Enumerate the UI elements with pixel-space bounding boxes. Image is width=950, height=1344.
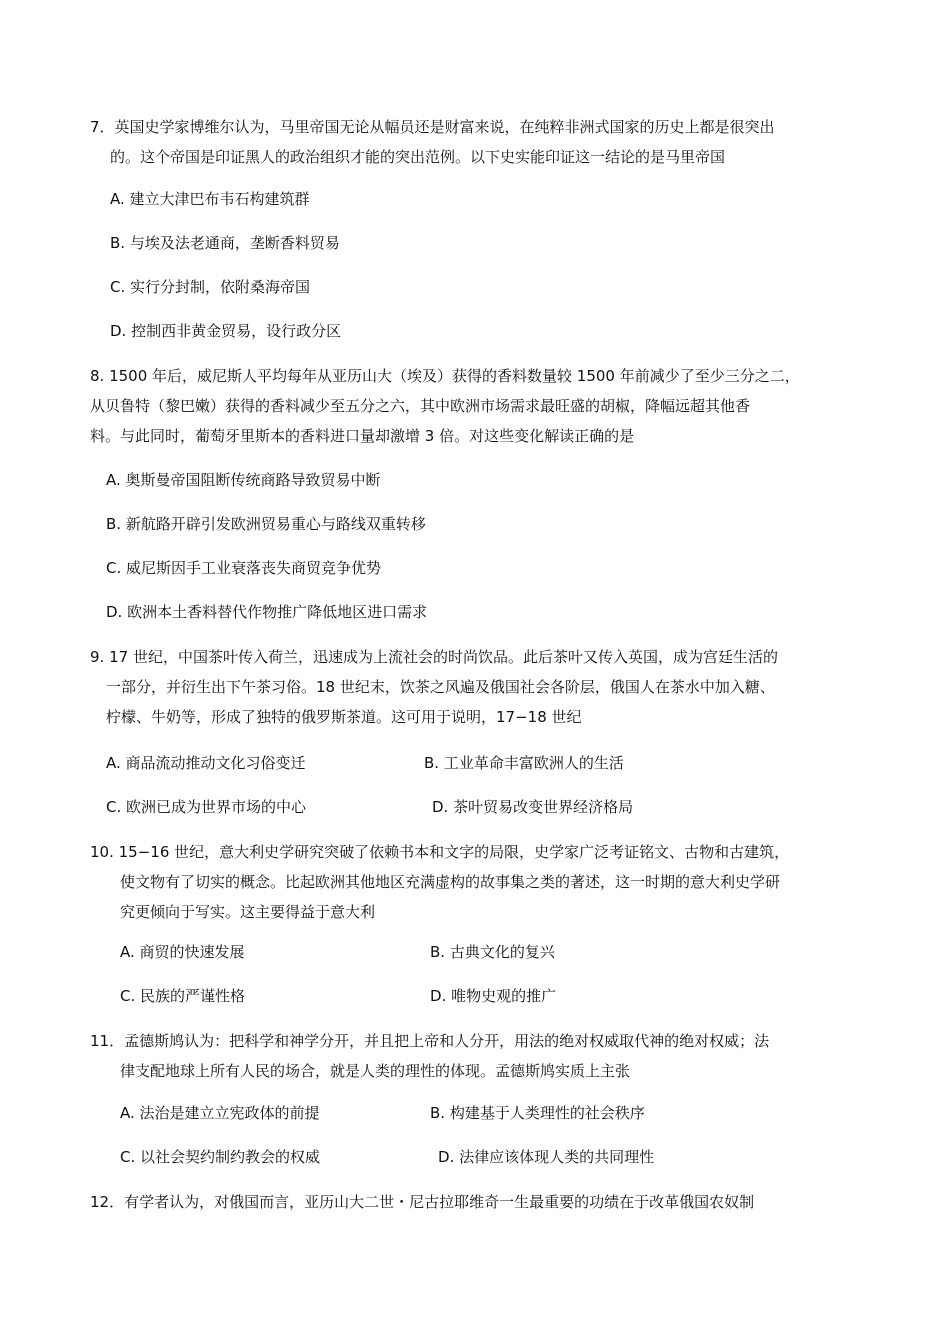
question-stem: 17 世纪，中国茶叶传入荷兰，迅速成为上流社会的时尚饮品。此后茶叶又传入英国，成为宫廷生活的 xyxy=(109,648,778,666)
question-9-line-3: 柠檬、牛奶等，形成了独特的俄罗斯茶道。这可用于说明，17−18 世纪 xyxy=(106,708,582,726)
question-stem: 英国史学家博维尔认为，马里帝国无论从幅员还是财富来说，在纯粹非洲式国家的历史上都是很突出 xyxy=(114,118,775,136)
question-7-line-1 xyxy=(90,116,775,138)
question-10-line-2: 使文物有了切实的概念。比起欧洲其他地区充满虚构的故事集之类的著述，这一时期的意大利史学研 xyxy=(120,873,781,891)
question-12-line-1 xyxy=(90,1191,754,1213)
question-8-line-2: 从贝鲁特（黎巴嫩）获得的香料减少至五分之六，其中欧洲市场需求最旺盛的胡椒，降幅远超其他香 xyxy=(90,397,751,415)
question-7-option-b: B. 与埃及法老通商，垄断香料贸易 xyxy=(110,234,340,252)
question-8-option-b: B. 新航路开辟引发欧洲贸易重心与路线双重转移 xyxy=(106,515,426,533)
question-10-line-3: 究更倾向于写实。这主要得益于意大利 xyxy=(120,903,376,921)
question-stem: 1500 年后，威尼斯人平均每年从亚历山大（埃及）获得的香料数量较 1500 年前减少了至少三分之二， xyxy=(109,367,800,385)
question-number: 11． xyxy=(90,1032,125,1050)
question-stem: 有学者认为，对俄国而言，亚历山大二世・尼古拉耶维奇一生最重要的功绩在于改革俄国农奴制 xyxy=(124,1193,755,1211)
question-11-option-d: D. 法律应该体现人类的共同理性 xyxy=(438,1148,655,1166)
question-stem: 孟德斯鸠认为：把科学和神学分开，并且把上帝和人分开，用法的绝对权威取代神的绝对权威；法 xyxy=(124,1032,770,1050)
question-9-option-d: D. 茶叶贸易改变世界经济格局 xyxy=(432,798,634,816)
question-7-option-c: C. 实行分封制，依附桑海帝国 xyxy=(110,278,311,296)
question-8-option-d: D. 欧洲本土香料替代作物推广降低地区进口需求 xyxy=(106,603,428,621)
question-7-line-2: 的。这个帝国是印证黑人的政治组织才能的突出范例。以下史实能印证这一结论的是马里帝国 xyxy=(110,148,726,166)
question-number: 8. xyxy=(90,367,110,385)
question-10-option-b: B. 古典文化的复兴 xyxy=(430,943,555,961)
question-number: 10. xyxy=(90,843,119,861)
question-8-line-3: 料。与此同时，葡萄牙里斯本的香料进口量却激增 3 倍。对这些变化解读正确的是 xyxy=(90,427,635,445)
question-9-line-2: 一部分，并衍生出下午茶习俗。18 世纪末，饮茶之风遍及俄国社会各阶层，俄国人在茶水中加入糖、 xyxy=(106,678,775,696)
question-9-line-1 xyxy=(90,646,778,668)
question-stem: 15−16 世纪，意大利史学研究突破了依赖书本和文字的局限，史学家广泛考证铭文、古物和古建筑， xyxy=(118,843,790,861)
question-11-line-2: 律支配地球上所有人民的场合，就是人类的理性的体现。孟德斯鸠实质上主张 xyxy=(120,1062,631,1080)
question-10-option-c: C. 民族的严谨性格 xyxy=(120,987,246,1005)
question-11-option-b: B. 构建基于人类理性的社会秩序 xyxy=(430,1104,645,1122)
question-8-option-c: C. 威尼斯因手工业衰落丧失商贸竞争优势 xyxy=(106,559,382,577)
question-9-option-b: B. 工业革命丰富欧洲人的生活 xyxy=(424,754,624,772)
question-number: 7． xyxy=(90,118,115,136)
question-number: 9. xyxy=(90,648,110,666)
question-11-option-a: A. 法治是建立立宪政体的前提 xyxy=(120,1104,320,1122)
question-10-line-1 xyxy=(90,841,789,863)
question-number: 12． xyxy=(90,1193,125,1211)
question-11-line-1 xyxy=(90,1030,769,1052)
question-9-option-a: A. 商品流动推动文化习俗变迁 xyxy=(106,754,306,772)
question-8-option-a: A. 奥斯曼帝国阻断传统商路导致贸易中断 xyxy=(106,471,381,489)
question-7-option-a: A. 建立大津巴布韦石构建筑群 xyxy=(110,190,310,208)
question-10-option-d: D. 唯物史观的推广 xyxy=(430,987,557,1005)
question-10-option-a: A. 商贸的快速发展 xyxy=(120,943,245,961)
question-7-option-d: D. 控制西非黄金贸易，设行政分区 xyxy=(110,322,342,340)
question-8-line-1 xyxy=(90,365,800,387)
question-11-option-c: C. 以社会契约制约教会的权威 xyxy=(120,1148,321,1166)
question-9-option-c: C. 欧洲已成为世界市场的中心 xyxy=(106,798,307,816)
